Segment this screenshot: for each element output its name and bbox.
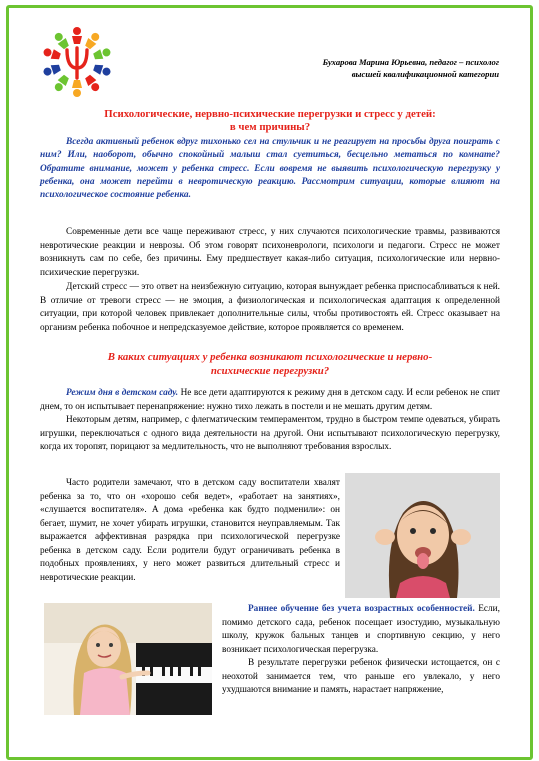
page-title-line2: в чем причины?	[229, 121, 311, 133]
page-title-line1: Психологические, нервно-психические перегрузки и стресс у детей:	[104, 108, 436, 120]
page-title	[40, 108, 500, 134]
kindergarten-label: Режим дня в детском саду.	[66, 388, 179, 398]
author-block	[199, 56, 499, 80]
psychology-logo-icon	[38, 23, 116, 101]
author-qualification: высшей квалификационной категории	[351, 69, 499, 79]
girl-piano-image	[44, 603, 212, 715]
temperament-paragraph: Некоторым детям, например, с флегматическим темпераментом, трудно в быстром темпе одеваться, убирать игрушки, переключаться с одного вида деятельности на другой. Они испытывают психологическую перегрузку, когда их торопят, порицают за медлительность, что не выполняют требования взрослых.	[40, 415, 500, 452]
intro-paragraph-stress: Современные дети все чаще переживают стресс, у них случаются психологические травмы, развиваются невротические реакции и неврозы. Об этом говорят психоневрологи, психологи и педагоги. Стресс не может возникнуть сам по себе, без причины. Ему предшествует какая-либо ситуация, психологические или нервно-психические перегрузки.	[40, 227, 500, 278]
intro-paragraph-definition: Детский стресс — это ответ на неизбежную ситуацию, которая вынуждает ребенка приспосабливаться к ней. В отличие от тревоги стресс — не эмоция, а физиологическая и психологическая адаптация к определенной ситуации, при которой человек привлекает дополнительные силы, чтобы противостоять ей. Стресс оказывает на организм ребенка побочное и непредсказуемое действие, которое проявляется со временем.	[40, 282, 500, 333]
parents-paragraph: Часто родители замечают, что в детском саду воспитатели хвалят ребенка за то, что он «хорошо себя ведет», «работает на занятиях», «слушается воспитателя». А дома «ребенка как будто подменили»: он бегает, шумит, не хочет убирать игрушки, становится неуправляемым. Так выражается аффективная разрядка при психологической перегрузке ребенка в детском саду. Если родители будут ограничивать ребенка в подобных проявлениях, у него может развиться длительный стресс и невротические реакции.	[40, 478, 340, 583]
intro-section	[40, 226, 500, 336]
author-name: Бухарова Марина Юрьевна, педагог – психолог	[322, 57, 499, 67]
early-learning-text: Если, помимо детского сада, ребенок посещает изостудию, музыкальную школу, кружок бальных танцев и спортивную секцию, у него возникает психологическая перегрузка.	[222, 604, 500, 655]
section-heading-line1: В каких ситуациях у ребенка возникают психологические и нервно-	[107, 351, 433, 363]
early-learning-paragraph	[222, 603, 500, 657]
girl-grimace-image	[345, 473, 500, 598]
section-heading-line2: психические перегрузки?	[210, 365, 330, 377]
lead-paragraph: Всегда активный ребенок вдруг тихонько сел на стульчик и не реагирует на просьбы друга поиграть с ним? Или, наоборот, обычно спокойный малыш стал суетиться, бесцельно метаться по комнате? Обратите внимание, может у ребенка стресс. Если вовремя не выявить психологическую перегрузку у ребенка, она может перейти в невротическую реакцию. Рассмотрим ситуации, которые влияют на психологическое состояние ребенка.	[40, 137, 500, 201]
girl-grimace-photo	[345, 473, 500, 598]
kindergarten-section	[40, 387, 500, 455]
parents-section	[40, 477, 340, 585]
overload-paragraph: В результате перегрузки ребенок физически истощается, он с неохотой занимается тем, что раньше его увлекало, у него ухудшаются внимание и память, нарастает напряжение,	[222, 658, 500, 695]
kindergarten-text: Не все дети адаптируются к режиму дня в детском саду. И если ребенок не спит днем, то он испытывает перенапряжение: нужно тихо лежать в постели и не мешать другим детям.	[40, 388, 500, 412]
girl-piano-photo	[44, 603, 212, 715]
kindergarten-paragraph	[40, 387, 500, 414]
early-learning-section	[222, 603, 500, 698]
psychology-logo	[38, 23, 116, 101]
section-heading	[40, 350, 500, 378]
early-learning-label: Раннее обучение без учета возрастных особенностей.	[248, 604, 475, 614]
